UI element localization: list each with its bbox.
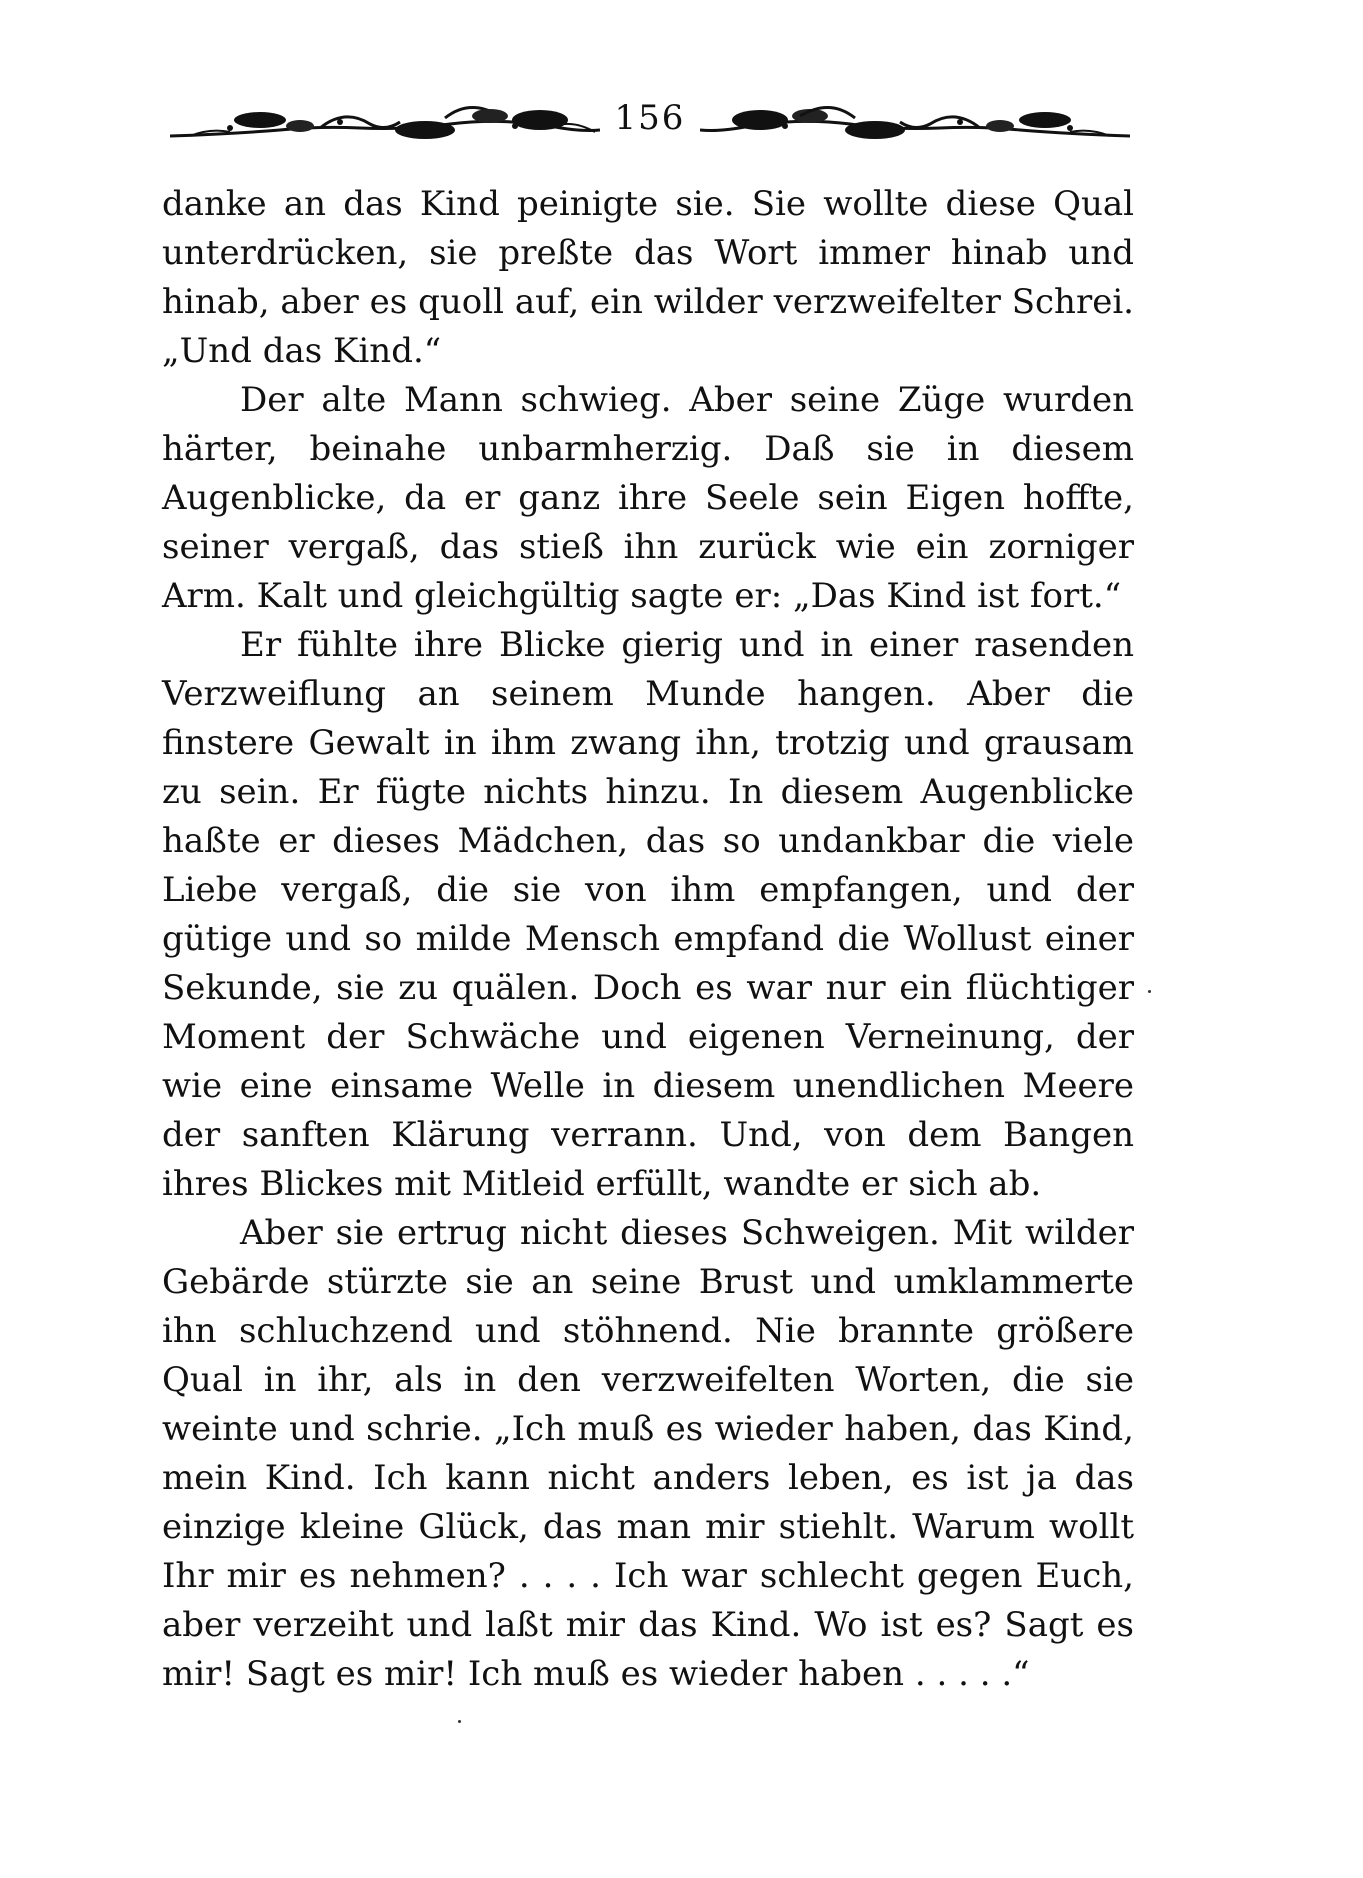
ornament-vine-left-icon	[170, 88, 600, 148]
page-number: 156	[614, 98, 686, 138]
print-speck	[458, 1720, 461, 1723]
paragraph-2: Der alte Mann schwieg. Aber seine Züge wurden härter, beinahe unbarmherzig. Daß sie in diesem Augenblicke, da er ganz ihre Seele sein Eigen hoffte, seiner vergaß, das stieß ihn zurück wie ein zorniger Arm. Kalt und gleichgültig sagte er: „Das Kind ist fort.“	[162, 380, 1134, 616]
paragraph-1: danke an das Kind peinigte sie. Sie wollte diese Qual unterdrücken, sie preßte das Wort immer hinab und hinab, aber es quoll auf, ein wilder verzweifelter Schrei. „Und das Kind.“	[162, 184, 1134, 371]
print-speck	[1148, 990, 1151, 993]
body-text	[162, 180, 1134, 1699]
paragraph-3: Er fühlte ihre Blicke gierig und in einer rasenden Verzweiflung an seinem Munde hangen. Aber die finstere Gewalt in ihm zwang ihn, trotzig und grausam zu sein. Er fügte nichts hinzu. In diesem Augenblicke haßte er dieses Mädchen, das so undankbar die viele Liebe vergaß, die sie von ihm empfangen, und der gütige und so milde Mensch empfand die Wollust einer Sekunde, sie zu quälen. Doch es war nur ein flüchtiger Moment der Schwäche und eigenen Verneinung, der wie eine einsame Welle in diesem unendlichen Meere der sanften Klärung verrann. Und, von dem Bangen ihres Blickes mit Mitleid erfüllt, wandte er sich ab.	[162, 625, 1134, 1204]
ornament-vine-right-icon	[700, 88, 1130, 148]
paragraph-4: Aber sie ertrug nicht dieses Schweigen. Mit wilder Gebärde stürzte sie an seine Brust und umklammerte ihn schluchzend und stöhnend. Nie brannte größere Qual in ihr, als in den verzweifelten Worten, die sie weinte und schrie. „Ich muß es wieder haben, das Kind, mein Kind. Ich kann nicht anders leben, es ist ja das einzige kleine Glück, das man mir stiehlt. Warum wollt Ihr mir es nehmen? . . . . Ich war schlecht gegen Euch, aber verzeiht und laßt mir das Kind. Wo ist es? Sagt es mir! Sagt es mir! Ich muß es wieder haben . . . . .“	[162, 1213, 1134, 1694]
page-header	[170, 88, 1130, 148]
